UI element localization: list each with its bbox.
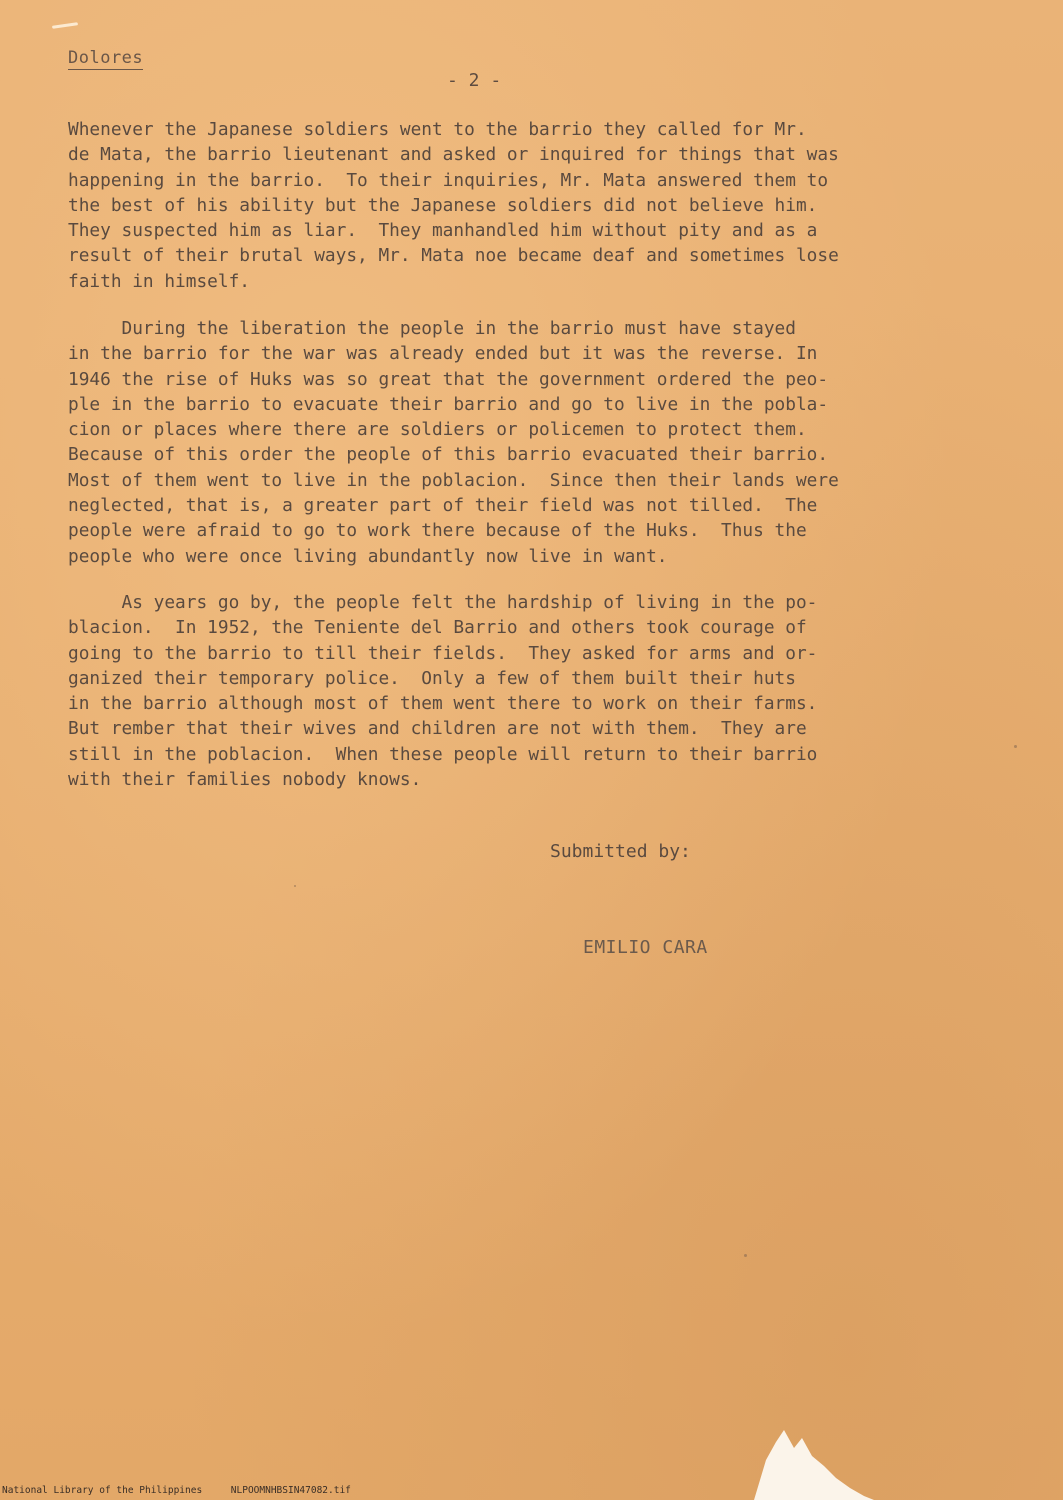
paragraph-return-to-barrio: As years go by, the people felt the hardship of living in the po- blacion. In 1952, the Teniente del Barrio and others took courage of going to the barrio to till their fields. They asked for arms and or- ganized their temporary police. Only a few of them built their huts in the barrio although most of them went there to work on their farms. But rember that their wives and children are not with them. They are still in the poblacion. When these people will return to their barrio with their families nobody knows. <box>68 592 818 791</box>
page-number: - 2 - <box>447 70 502 91</box>
paper-tear <box>754 1400 874 1500</box>
paragraph-liberation: During the liberation the people in the barrio must have stayed in the barrio for the war was already ended but it was the reverse. In 1946 the rise of Huks was so great that the government ordered the peo- ple in the barrio to evacuate their barrio and go to live in the pobla- cion or places where there are soldiers or policemen to protect them. Because of this order the people of this barrio evacuated their barrio. Most of them went to live in the poblacion. Since then their lands were neglected, that is, a greater part of their field was not tilled. The people were afraid to go to work there because of the Huks. Thus the people who were once living abundantly now live in want. <box>68 318 839 567</box>
submitted-by-label: Submitted by: <box>550 841 691 862</box>
paragraph-japanese-occupation: Whenever the Japanese soldiers went to the barrio they called for Mr. de Mata, the barrio lieutenant and asked or inquired for things that was happening in the barrio. To their inquiries, Mr. Mata answered them to the best of his ability but the Japanese soldiers did not believe him. They suspected him as liar. They manhandled him without pity and as a result of their brutal ways, Mr. Mata noe became deaf and sometimes lose faith in himself. <box>68 119 839 292</box>
paper-speck <box>294 885 296 887</box>
signatory-name: EMILIO CARA <box>583 937 708 958</box>
paper-speck <box>1014 745 1017 748</box>
paper-speck <box>744 1254 747 1257</box>
paper-mark <box>52 22 78 29</box>
header-label: Dolores <box>68 48 144 68</box>
footer-credit: National Library of the Philippines NLPOOMNHBSIN47082.tif <box>2 1485 351 1496</box>
